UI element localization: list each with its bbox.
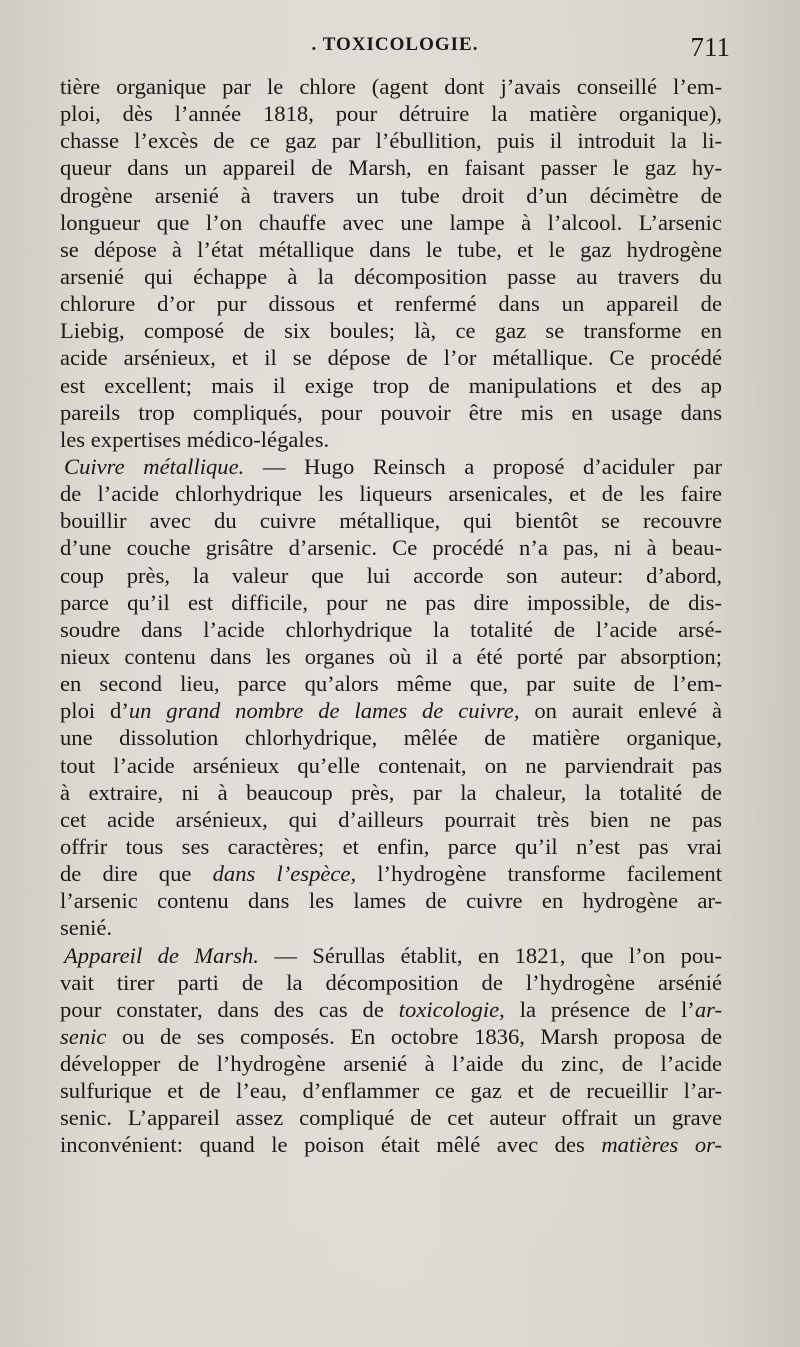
text-line xyxy=(60,507,722,534)
text-line xyxy=(60,616,722,643)
text-run: les expertises médico-légales. xyxy=(60,426,330,452)
text-run: on aurait enlevé à xyxy=(519,698,722,724)
text-run: développer de l’hydrogène arsenié à l’aide du zinc, de l’acide xyxy=(60,1051,722,1077)
running-title: . TOXICOLOGIE. xyxy=(311,34,479,55)
text-line xyxy=(60,426,722,453)
text-line xyxy=(60,697,722,724)
text-line xyxy=(60,1077,722,1104)
italic-phrase: senic xyxy=(60,1023,107,1049)
text-line xyxy=(60,453,722,480)
text-run: — Hugo Reinsch a proposé d’aciduler par xyxy=(244,453,723,479)
text-run: chasse l’excès de ce gaz par l’ébullition, puis il introduit la li- xyxy=(60,128,722,154)
text-run: arsenié qui échappe à la décomposition passe au travers du xyxy=(60,263,722,289)
text-line xyxy=(60,833,722,860)
text-line xyxy=(60,942,722,969)
text-line xyxy=(60,399,722,426)
text-run: l’arsenic contenu dans les lames de cuivre en hydrogène ar- xyxy=(60,888,722,914)
text-line xyxy=(60,534,722,561)
text-run: la présence de l’ xyxy=(504,996,695,1022)
text-run: chlorure d’or pur dissous et renfermé dans un appareil de xyxy=(60,291,722,317)
text-run: de l’acide chlorhydrique les liqueurs arsenicales, et de les faire xyxy=(60,481,722,507)
text-run: longueur que l’on chauffe avec une lampe à l’alcool. L’arsenic xyxy=(60,209,722,235)
text-line xyxy=(60,372,722,399)
text-line xyxy=(60,1023,722,1050)
text-line xyxy=(60,209,722,236)
text-run: ploi, dès l’année 1818, pour détruire la matière organique), xyxy=(60,101,722,127)
page-number: 711 xyxy=(690,32,730,62)
text-line xyxy=(60,263,722,290)
text-line xyxy=(60,752,722,779)
text-run: d’une couche grisâtre d’arsenic. Ce procédé n’a pas, ni à beau- xyxy=(60,535,722,561)
text-run: à extraire, ni à beaucoup près, par la chaleur, la totalité de xyxy=(60,779,722,805)
text-line xyxy=(60,562,722,589)
body-text xyxy=(60,73,722,1159)
text-run: drogène arsenié à travers un tube droit d’un décimètre de xyxy=(60,182,722,208)
italic-phrase: Cuivre métallique. xyxy=(64,453,245,479)
italic-phrase: un grand nombre de lames de cuivre, xyxy=(128,698,520,724)
text-line xyxy=(60,914,722,941)
text-line xyxy=(60,887,722,914)
text-run: parce qu’il est difficile, pour ne pas dire impossible, de dis- xyxy=(60,589,722,615)
text-line xyxy=(60,643,722,670)
text-line xyxy=(60,73,722,100)
text-run: vait tirer parti de la décomposition de l’hydrogène arsénié xyxy=(60,969,722,995)
text-line xyxy=(60,670,722,697)
text-line xyxy=(60,100,722,127)
text-line xyxy=(60,1104,722,1131)
text-line xyxy=(60,969,722,996)
text-run: sulfurique et de l’eau, d’enflammer ce gaz et de recueillir l’ar- xyxy=(60,1078,722,1104)
text-line xyxy=(60,806,722,833)
text-line xyxy=(60,344,722,371)
text-run: pareils trop compliqués, pour pouvoir être mis en usage dans xyxy=(60,399,722,425)
text-run: — Sérullas établit, en 1821, que l’on pou- xyxy=(258,942,723,968)
text-line xyxy=(60,1050,722,1077)
text-run: senic. L’appareil assez compliqué de cet auteur offrait un grave xyxy=(60,1105,722,1131)
text-run: soudre dans l’acide chlorhydrique la totalité de l’acide arsé- xyxy=(60,616,722,642)
italic-phrase: dans l’espèce, xyxy=(212,861,357,887)
text-run: pour constater, dans des cas de xyxy=(60,996,399,1022)
text-run: ou de ses composés. En octobre 1836, Marsh proposa de xyxy=(106,1023,722,1049)
text-run: l’hydrogène transforme facilement xyxy=(356,861,722,887)
italic-phrase: Appareil de Marsh. xyxy=(64,942,259,968)
text-line xyxy=(60,860,722,887)
text-run: tout l’acide arsénieux qu’elle contenait, on ne parviendrait pas xyxy=(60,752,722,778)
text-line xyxy=(60,182,722,209)
text-line xyxy=(60,127,722,154)
text-run: ploi d’ xyxy=(60,698,129,724)
text-line xyxy=(60,1131,722,1158)
text-line xyxy=(60,290,722,317)
text-run: nieux contenu dans les organes où il a été porté par absorption; xyxy=(60,643,722,669)
text-run: de dire que xyxy=(60,861,213,887)
text-run: senié. xyxy=(60,915,113,941)
italic-phrase: matières or- xyxy=(601,1132,722,1158)
text-run: bouillir avec du cuivre métallique, qui bientôt se recouvre xyxy=(60,508,722,534)
text-line xyxy=(60,779,722,806)
text-line xyxy=(60,154,722,181)
text-line xyxy=(60,589,722,616)
text-run: en second lieu, parce qu’alors même que, par suite de l’em- xyxy=(60,671,722,697)
text-line xyxy=(60,996,722,1023)
text-run: tière organique par le chlore (agent dont j’avais conseillé l’em- xyxy=(60,74,722,99)
text-line xyxy=(60,236,722,263)
text-run: inconvénient: quand le poison était mêlé avec des xyxy=(60,1132,602,1158)
text-run: Liebig, composé de six boules; là, ce gaz se transforme en xyxy=(60,318,722,344)
italic-phrase: ar- xyxy=(694,996,722,1022)
text-run: cet acide arsénieux, qui d’ailleurs pourrait très bien ne pas xyxy=(60,806,722,832)
text-run: acide arsénieux, et il se dépose de l’or métallique. Ce procédé xyxy=(60,345,722,371)
text-run: est excellent; mais il exige trop de manipulations et des ap xyxy=(60,372,722,398)
text-run: queur dans un appareil de Marsh, en faisant passer le gaz hy- xyxy=(60,155,722,181)
page-header xyxy=(60,34,730,70)
text-run: une dissolution chlorhydrique, mêlée de matière organique, xyxy=(60,725,722,751)
text-run: coup près, la valeur que lui accorde son auteur: d’abord, xyxy=(60,562,722,588)
text-line xyxy=(60,480,722,507)
text-run: se dépose à l’état métallique dans le tube, et le gaz hydrogène xyxy=(60,236,722,262)
italic-phrase: toxicologie, xyxy=(398,996,505,1022)
text-line xyxy=(60,724,722,751)
text-line xyxy=(60,317,722,344)
text-run: offrir tous ses caractères; et enfin, parce qu’il n’est pas vrai xyxy=(60,833,722,859)
